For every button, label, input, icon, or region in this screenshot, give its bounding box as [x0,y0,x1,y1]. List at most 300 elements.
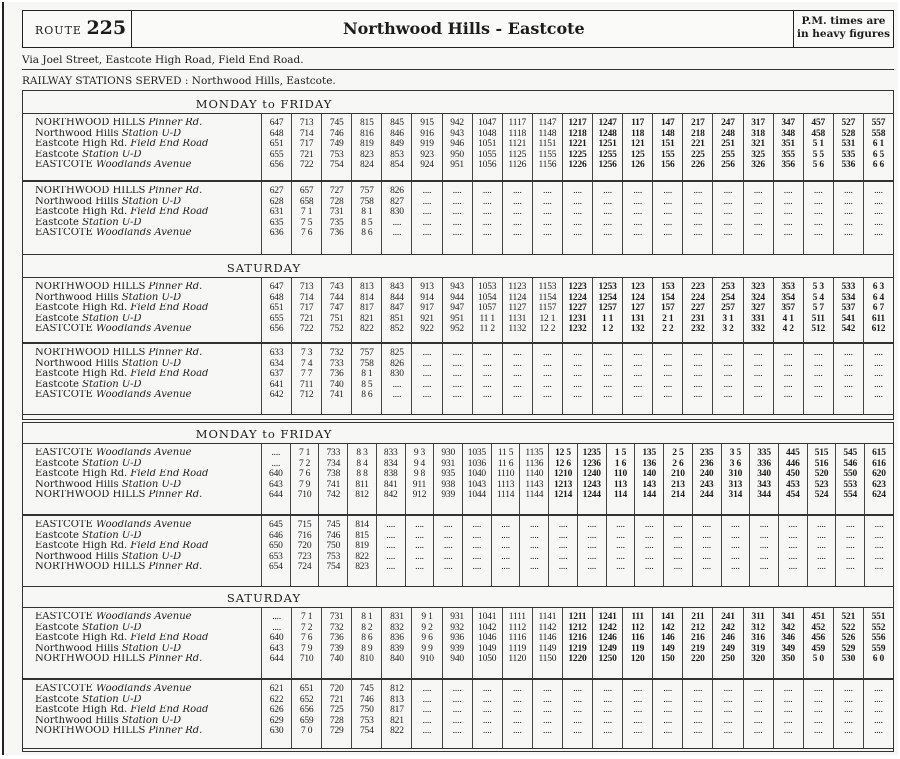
time-cell: 1154 [538,292,557,303]
time-cell: 526 [841,633,856,643]
time-cell: 754 [329,160,344,170]
time-cell: 459 [811,643,826,654]
time-column [291,344,321,414]
time-cell: .... [843,715,853,726]
time-cell: 2 1 [662,313,674,324]
stop-name: Eastcote High Rd. Field End Road [35,633,209,643]
time-cell: 644 [269,490,283,500]
time-cell: 732 [329,622,344,633]
time-cell: .... [843,358,853,369]
time-cell: 939 [441,490,455,500]
time-cell: 821 [360,313,374,324]
time-cell: .... [723,715,733,726]
time-cell: .... [874,726,883,736]
time-cell: 8 5 [361,217,373,228]
time-cell: 340 [757,469,771,479]
time-cell: .... [452,369,462,379]
time-cell: 254 [721,292,735,303]
time-cell: 715 [297,520,312,530]
time-cell: 312 [751,622,765,633]
time-cell: 7 4 [301,358,313,369]
time-cell: .... [843,726,853,736]
time-cell: 7 1 [298,448,311,458]
time-cell: 1123 [508,282,527,292]
time-cell: .... [783,705,793,715]
time-cell: 557 [871,118,886,128]
time-cell: 1124 [508,292,527,303]
time-cell: .... [759,530,769,541]
time-cell: 1221 [568,139,587,149]
time-cell: 811 [355,479,369,490]
time-cell: .... [693,726,703,736]
time-cell: .... [512,196,522,207]
stop-names [35,118,259,171]
time-cell: 634 [269,358,284,369]
time-cell: 729 [329,726,344,736]
time-cell: 1144 [525,490,544,500]
time-cell: .... [392,228,402,238]
time-cell: 637 [269,369,284,379]
time-cell: .... [874,715,883,726]
time-cell: .... [723,694,733,705]
time-cell: 142 [660,622,675,633]
time-cell: 533 [841,282,856,292]
stop-name: Eastcote Station U-D [35,622,142,633]
time-cell: .... [633,694,643,705]
time-column [743,608,773,678]
time-cell: 1053 [478,282,497,292]
time-cell: 7 9 [298,479,311,490]
time-cell: 6 6 [872,160,885,170]
time-cell: 931 [450,612,464,622]
time-cell: .... [783,228,793,238]
time-cell: .... [843,207,853,217]
time-column [743,114,773,180]
time-cell: .... [603,705,612,715]
time-cell: 243 [699,479,714,490]
time-column [833,114,863,180]
time-cell: .... [472,562,482,572]
time-cell: .... [603,358,612,369]
time-cell: 1 5 [614,448,627,458]
stop-names [35,186,259,239]
time-cell: .... [633,715,643,726]
time-cell: 218 [691,128,705,139]
time-cell: .... [783,358,793,369]
time-column [562,114,592,180]
time-cell: 217 [691,118,705,128]
time-cell: .... [529,551,539,562]
time-cell: 2 5 [672,448,684,458]
time-column [592,114,622,180]
time-cell: 1142 [538,622,557,633]
time-cell: 11 1 [479,313,495,324]
time-cell: 511 [811,313,825,324]
time-cell: 825 [390,348,404,358]
time-cell: 724 [297,562,312,572]
time-cell: .... [783,186,793,196]
time-cell: 11 2 [479,324,495,334]
time-column [743,182,773,254]
time-cell: 7 2 [301,622,313,633]
time-cell: .... [512,348,522,358]
stop-name: NORTHWOOD HILLS Pinner Rd. [35,282,203,292]
time-cell: .... [587,520,597,530]
time-cell: 446 [785,458,800,469]
time-cell: 4 2 [782,324,794,334]
time-column [321,344,351,414]
time-cell: .... [452,358,462,369]
time-cell: 1248 [598,128,617,139]
time-cell: .... [543,390,552,400]
time-cell: 628 [269,196,284,207]
time-column [291,680,321,748]
time-cell: .... [616,551,625,562]
time-cell: 819 [355,541,369,551]
time-cell: 8 3 [356,448,368,458]
time-column [261,444,290,514]
stop-name: Eastcote High Rd. Field End Road [35,303,209,313]
time-cell: .... [673,520,683,530]
time-cell: 728 [329,715,344,726]
time-cell: 8 9 [361,643,373,654]
timetable-block [23,679,893,749]
time-cell: 356 [781,160,795,170]
time-column [749,516,778,586]
time-cell: .... [783,369,793,379]
time-cell: .... [501,520,510,530]
time-cell: 1226 [568,160,587,170]
time-cell: 815 [355,530,369,541]
time-cell: .... [415,562,424,572]
time-cell: .... [783,348,793,358]
time-cell: .... [702,562,711,572]
time-cell: 914 [420,292,434,303]
time-cell: 311 [751,612,765,622]
time-cell: 250 [721,654,735,664]
time-column [606,444,635,514]
timetable-block [23,343,893,415]
time-column [291,608,321,678]
time-column [592,680,622,748]
time-cell: 845 [390,118,404,128]
time-column [622,344,652,414]
time-column [652,278,682,342]
time-cell: 930 [441,448,455,458]
time-cell: 321 [751,139,765,149]
time-cell: 1056 [478,160,497,170]
time-cell: .... [422,186,432,196]
time-cell: 1120 [508,654,527,664]
time-cell: 9 2 [421,622,433,633]
time-cell: .... [874,217,883,228]
time-cell: 8 1 [361,207,373,217]
time-cell: 659 [299,715,314,726]
time-cell: 348 [781,128,795,139]
time-column [622,278,652,342]
time-cell: .... [644,551,654,562]
time-cell: 840 [390,654,404,664]
stop-name: Eastcote Station U-D [35,458,142,469]
time-cell: 1036 [467,458,486,469]
time-cell: .... [415,551,424,562]
time-column [562,278,592,342]
time-cell: 923 [420,149,434,160]
time-cell: .... [843,694,853,705]
time-cell: .... [874,186,883,196]
time-cell: 1240 [582,469,601,479]
time-cell: 1057 [478,303,497,313]
times-grid [261,516,893,586]
time-cell: 950 [450,149,464,160]
time-cell: .... [386,541,396,551]
time-cell: .... [573,705,582,715]
time-cell: 551 [871,612,886,622]
time-column [519,444,548,514]
section-heading: MONDAY to FRIDAY [195,427,333,441]
time-cell: .... [845,520,855,530]
time-column [592,608,622,678]
stop-name: Northwood Hills Station U-D [35,643,182,654]
time-cell: .... [573,379,582,390]
time-cell: 652 [299,694,314,705]
time-cell: 720 [297,541,312,551]
time-cell: 149 [660,643,675,654]
time-column [519,516,548,586]
timetable-page [2,2,898,755]
time-cell: 648 [269,128,284,139]
time-cell: 515 [814,448,829,458]
time-cell: 5 0 [812,654,824,664]
time-cell: 7 7 [301,369,313,379]
stop-name: NORTHWOOD HILLS Pinner Rd. [35,348,203,358]
time-cell: .... [813,379,823,390]
time-cell: 611 [871,313,885,324]
time-cell: .... [452,228,462,238]
time-cell: 2 6 [672,458,684,469]
time-cell: 8 6 [361,228,373,238]
time-cell: .... [693,390,703,400]
time-cell: 621 [269,684,284,694]
time-cell: .... [443,520,453,530]
time-cell: 112 [631,622,645,633]
time-column [433,516,462,586]
time-column [347,516,376,586]
time-cell: 1210 [553,469,573,479]
time-cell: 656 [269,160,284,170]
time-cell: 757 [360,186,374,196]
pm-note-line2: in heavy figures [797,28,890,40]
time-cell: 1153 [538,282,557,292]
stop-name: Eastcote Station U-D [35,379,142,390]
timetable-block [23,277,893,343]
time-cell: .... [616,541,625,551]
time-cell: 1213 [553,479,573,490]
time-cell: 332 [751,324,765,334]
time-cell: .... [663,207,673,217]
time-cell: .... [482,217,492,228]
time-cell: 219 [691,643,705,654]
time-cell: .... [386,562,396,572]
time-cell: 5 5 [812,149,824,160]
timetable-block [23,443,893,515]
time-cell: 117 [631,118,645,128]
time-cell: 822 [355,551,369,562]
time-column [502,182,532,254]
time-cell: 655 [269,313,284,324]
time-column [321,182,351,254]
stop-name: NORTHWOOD HILLS Pinner Rd. [35,726,203,736]
time-cell: .... [813,705,823,715]
time-cell: 7 5 [301,217,313,228]
time-column [381,680,411,748]
time-cell: .... [874,348,883,358]
time-cell: 257 [721,303,735,313]
time-cell: 1114 [496,490,515,500]
time-cell: .... [512,726,522,736]
time-cell: 826 [390,186,404,196]
time-cell: .... [482,358,492,369]
times-grid [261,608,893,678]
time-cell: 1 6 [614,458,627,469]
time-cell: .... [874,705,883,715]
time-column [376,444,405,514]
time-cell: 847 [390,303,404,313]
time-cell: 1125 [508,149,527,160]
time-column [411,182,441,254]
stop-names [35,612,259,665]
time-cell: 9 1 [421,612,433,622]
time-cell: .... [573,228,582,238]
time-cell: 556 [871,633,886,643]
time-cell: .... [874,530,884,541]
time-cell: .... [644,541,654,551]
time-cell: 826 [390,358,404,369]
time-cell: 746 [360,694,374,705]
time-cell: .... [512,705,522,715]
time-cell: 546 [843,458,858,469]
time-cell: .... [452,705,462,715]
time-cell: .... [813,217,823,228]
time-cell: 536 [841,160,856,170]
time-cell: .... [472,520,482,530]
time-cell: 4 1 [782,313,794,324]
time-cell: .... [843,186,853,196]
timetable-block [23,607,893,679]
time-cell: .... [512,186,522,196]
time-column [634,516,663,586]
time-cell: .... [422,705,432,715]
time-column [347,444,376,514]
time-cell: .... [673,541,683,551]
time-cell: 241 [721,612,735,622]
time-cell: 658 [299,196,314,207]
time-column [532,344,562,414]
time-cell: 127 [630,303,645,313]
time-cell: 749 [329,139,344,149]
time-cell: 6 3 [872,282,885,292]
time-cell: .... [452,694,462,705]
time-cell: 1247 [598,118,617,128]
time-cell: 251 [721,139,735,149]
time-cell: 1 2 [601,324,614,334]
stop-name: Eastcote Station U-D [35,217,142,228]
time-cell: 823 [355,562,369,572]
time-cell: 843 [390,282,404,292]
time-column [682,114,712,180]
time-cell: .... [587,530,597,541]
time-cell: .... [543,684,552,694]
time-cell: 248 [721,128,735,139]
time-cell: .... [783,217,793,228]
time-cell: 7 6 [301,633,313,643]
time-cell: 12 2 [539,324,556,334]
time-cell: .... [392,217,402,228]
time-column [502,608,532,678]
time-column [321,680,351,748]
time-column [351,608,381,678]
time-cell: 919 [420,139,434,149]
time-cell: 834 [383,458,398,469]
time-column [863,114,893,180]
time-cell: 5 7 [812,303,824,313]
time-column [351,278,381,342]
time-cell: 150 [660,654,675,664]
time-cell: 216 [691,633,705,643]
time-column [491,444,520,514]
time-cell: .... [543,358,552,369]
time-cell: 454 [785,490,800,500]
time-cell: 742 [326,490,341,500]
time-cell: .... [512,390,522,400]
time-column [462,516,491,586]
time-column [472,182,502,254]
time-cell: 1132 [508,324,527,334]
time-cell: 714 [299,292,314,303]
time-cell: 758 [360,358,374,369]
time-cell: 814 [355,520,369,530]
time-cell: .... [874,694,883,705]
time-cell: .... [817,562,826,572]
time-cell: 214 [671,490,685,500]
time-column [863,278,893,342]
time-cell: 7 6 [298,469,311,479]
time-cell: 1141 [538,612,557,622]
time-column [712,608,742,678]
time-cell: 242 [721,622,735,633]
time-cell: .... [753,196,763,207]
time-cell: 813 [360,282,374,292]
time-cell: 640 [269,633,284,643]
time-cell: 640 [269,469,283,479]
time-cell: 456 [811,633,826,643]
time-column [743,344,773,414]
time-cell: 151 [660,139,675,149]
time-cell: .... [603,196,612,207]
time-cell: 317 [751,118,765,128]
time-cell: .... [633,217,643,228]
time-cell: 236 [699,458,714,469]
time-cell: 651 [269,303,284,313]
time-cell: .... [845,551,855,562]
time-cell: 1042 [478,622,497,633]
time-cell: 451 [811,612,826,622]
time-cell: 5 3 [812,282,824,292]
time-cell: 940 [450,654,464,664]
time-cell: 552 [871,622,886,633]
time-column [318,444,347,514]
time-cell: 1242 [598,622,617,633]
